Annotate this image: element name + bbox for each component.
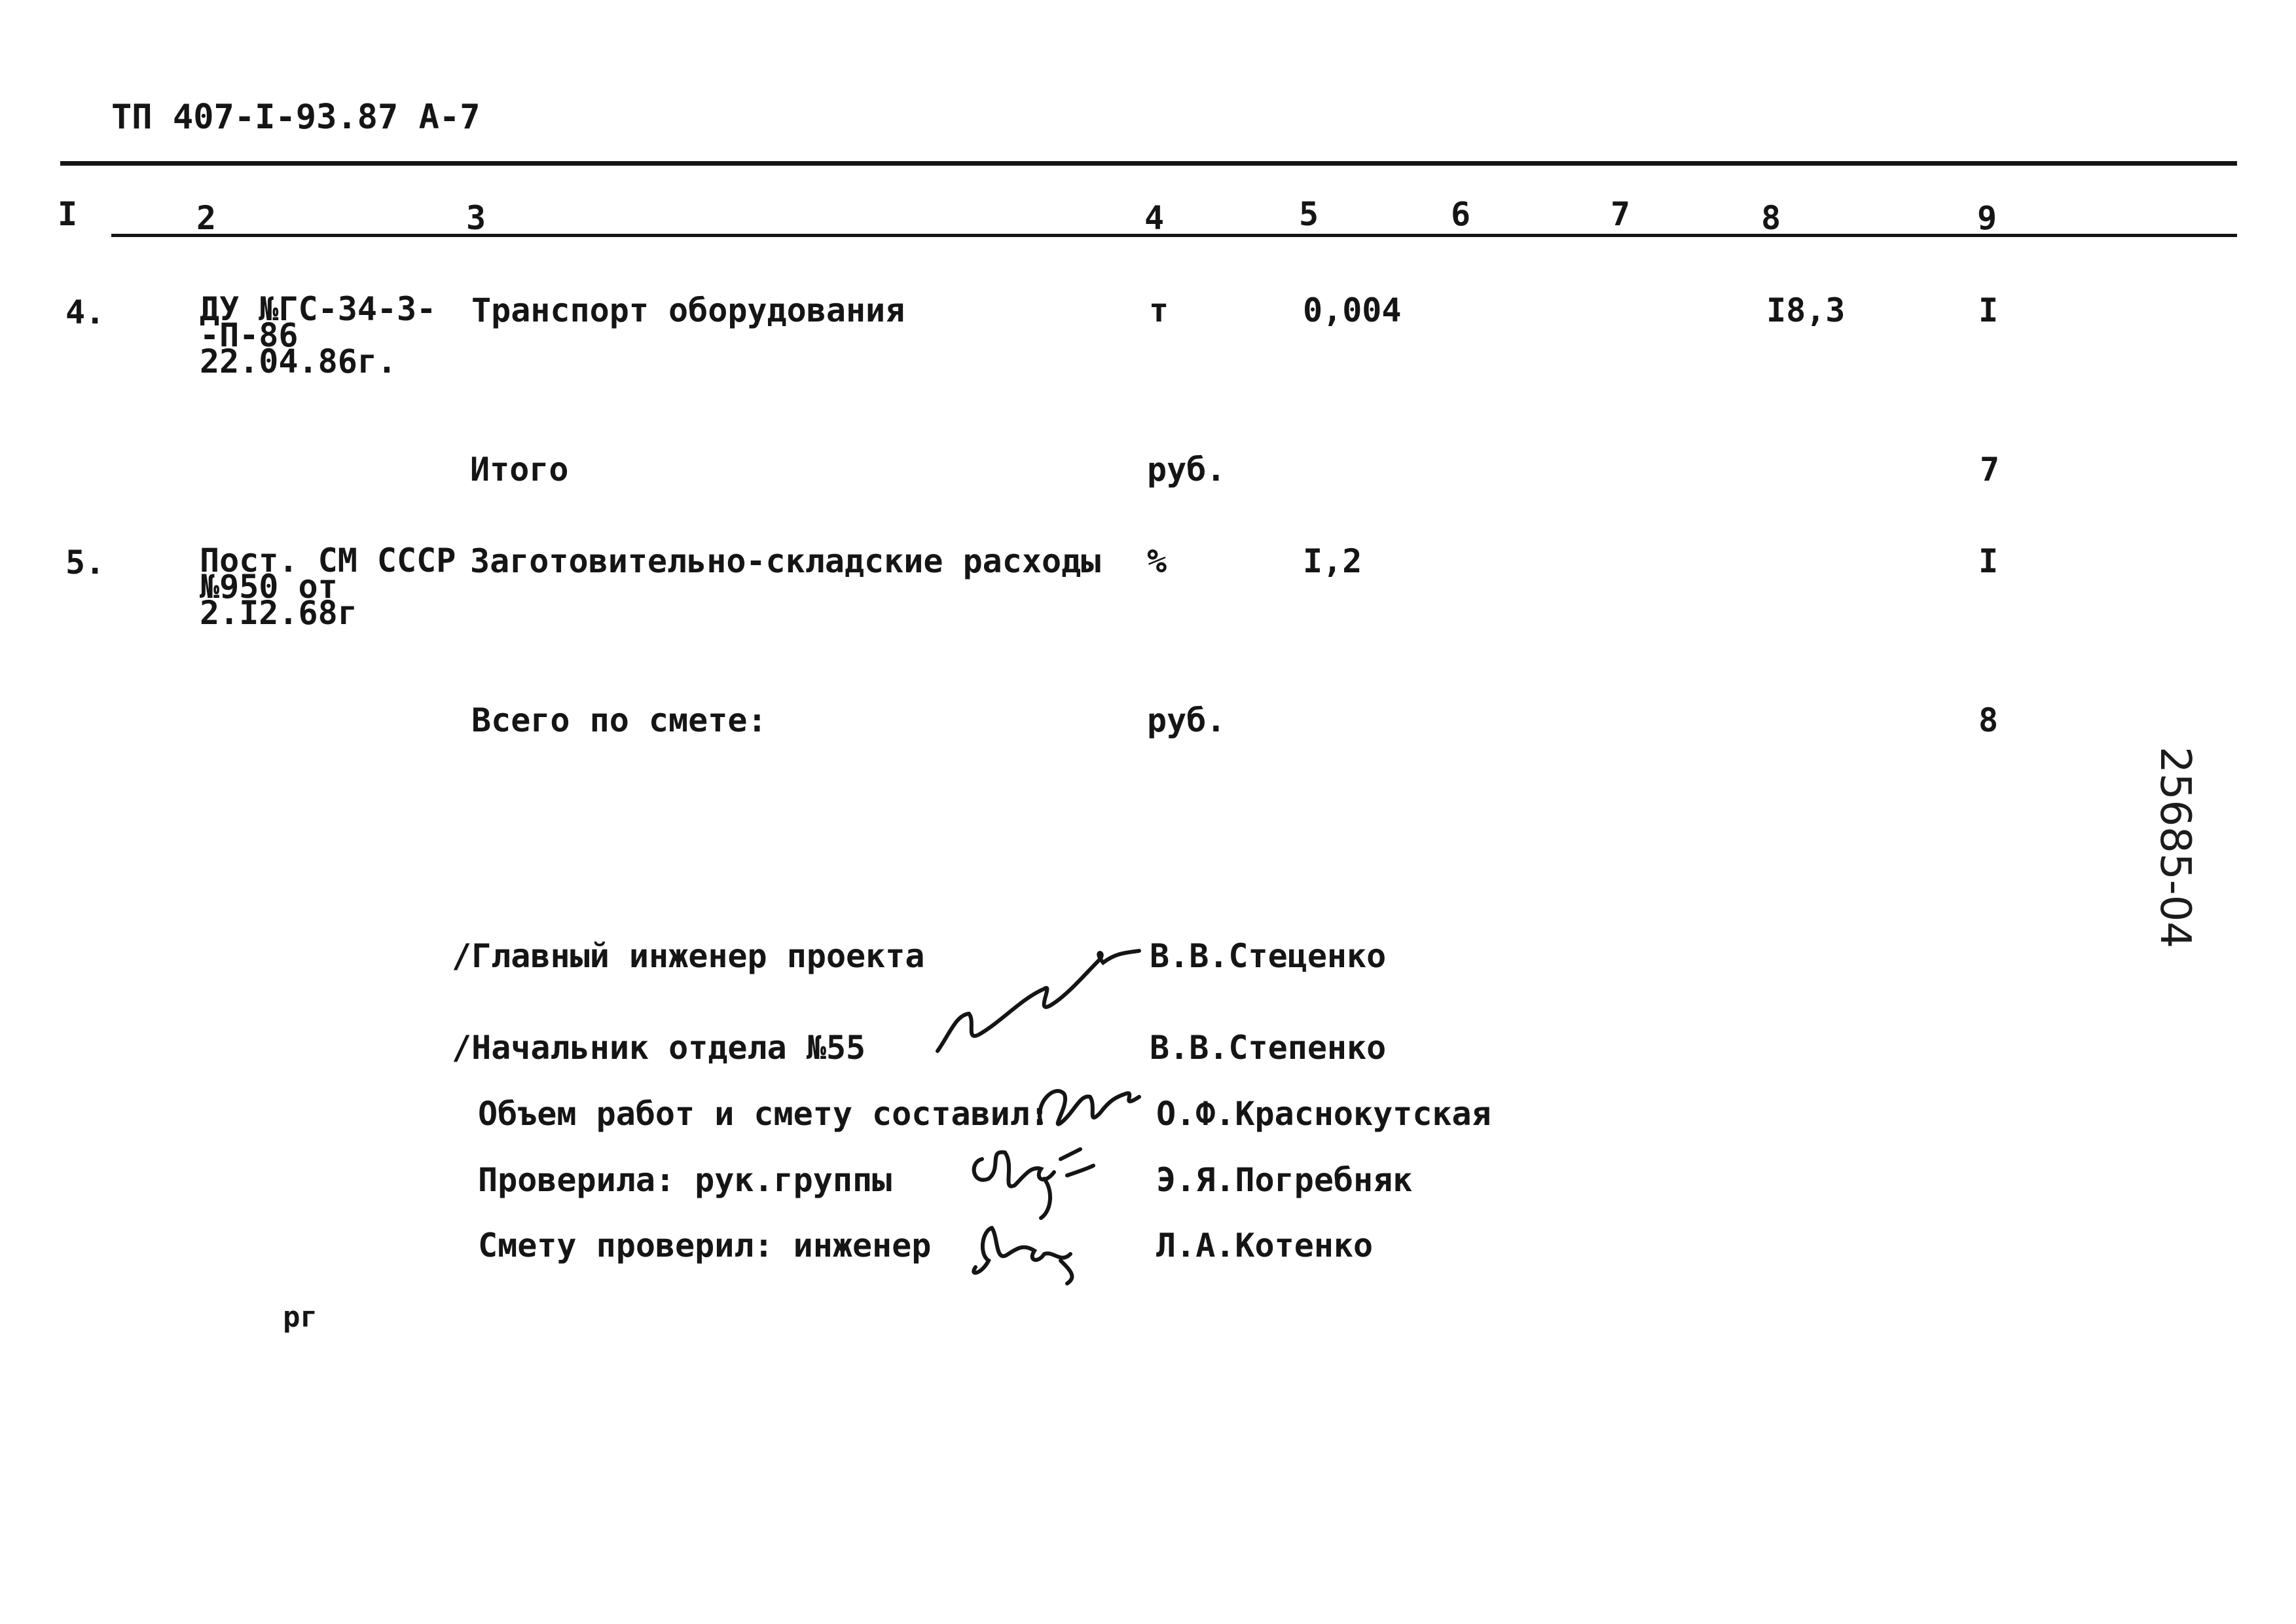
grand-total-unit: руб. — [1147, 701, 1226, 739]
handwritten-signature-4 — [962, 1215, 1093, 1287]
signature-role-chief-engineer: /Главный инженер проекта — [452, 937, 925, 975]
subtotal-label: Итого — [470, 451, 569, 489]
signature-role-compiler: Объем работ и смету составил: — [478, 1095, 1049, 1133]
column-header-2: 2 — [196, 199, 217, 237]
signature-person-checker: Л.А.Котенко — [1156, 1227, 1374, 1264]
signature-role-checker: Смету проверил: инженер — [478, 1227, 932, 1264]
row-4-name: Транспорт оборудования — [471, 291, 905, 329]
row-5-col5: I,2 — [1303, 542, 1362, 580]
column-header-1: I — [58, 195, 78, 233]
column-header-3: 3 — [466, 199, 486, 237]
row-5-unit: % — [1147, 542, 1167, 580]
row-5-name: Заготовительно-складские расходы — [470, 542, 1101, 580]
row-5-basis: Пост. СМ СССР №950 от 2.I2.68г — [200, 542, 456, 632]
subtotal-value: 7 — [1980, 451, 2000, 489]
top-rule — [60, 161, 2237, 166]
handwritten-signature-3 — [962, 1139, 1100, 1225]
signature-person-chief-engineer: В.В.Стеценко — [1150, 937, 1387, 975]
signature-person-department-head: В.В.Степенко — [1150, 1029, 1387, 1067]
column-header-5: 5 — [1299, 195, 1319, 233]
footer-mark: рг — [283, 1301, 318, 1334]
signature-person-group-lead: Э.Я.Погребняк — [1156, 1161, 1413, 1199]
row-4-unit: т — [1149, 291, 1169, 329]
header-rule — [111, 234, 2237, 237]
column-header-6: 6 — [1451, 195, 1471, 233]
grand-total-value: 8 — [1978, 701, 1999, 739]
signature-role-department-head: /Начальник отдела №55 — [452, 1029, 866, 1067]
side-registration-number: 25685-04 — [2151, 747, 2199, 949]
document-code: ТП 407-I-93.87 А-7 — [111, 98, 481, 137]
column-header-7: 7 — [1611, 195, 1631, 233]
handwritten-signature-1 — [930, 936, 1146, 1061]
column-header-8: 8 — [1761, 199, 1781, 237]
handwritten-signature-2 — [1034, 1077, 1146, 1136]
subtotal-unit: руб. — [1147, 451, 1226, 489]
column-header-9: 9 — [1977, 199, 1997, 237]
signature-person-compiler: О.Ф.Краснокутская — [1156, 1095, 1491, 1133]
row-4-col9: I — [1978, 291, 1999, 329]
row-4-col8: I8,3 — [1766, 291, 1846, 329]
row-4-col5: 0,004 — [1303, 291, 1402, 329]
column-header-4: 4 — [1144, 199, 1165, 237]
row-4-basis: ДУ №ГС-34-3- -П-86 22.04.86г. — [200, 290, 437, 380]
grand-total-label: Всего по смете: — [471, 701, 767, 739]
row-4-number: 4. — [65, 293, 105, 331]
row-5-number: 5. — [65, 544, 105, 581]
signature-role-group-lead: Проверила: рук.группы — [478, 1161, 892, 1199]
row-5-col9: I — [1978, 542, 1999, 580]
